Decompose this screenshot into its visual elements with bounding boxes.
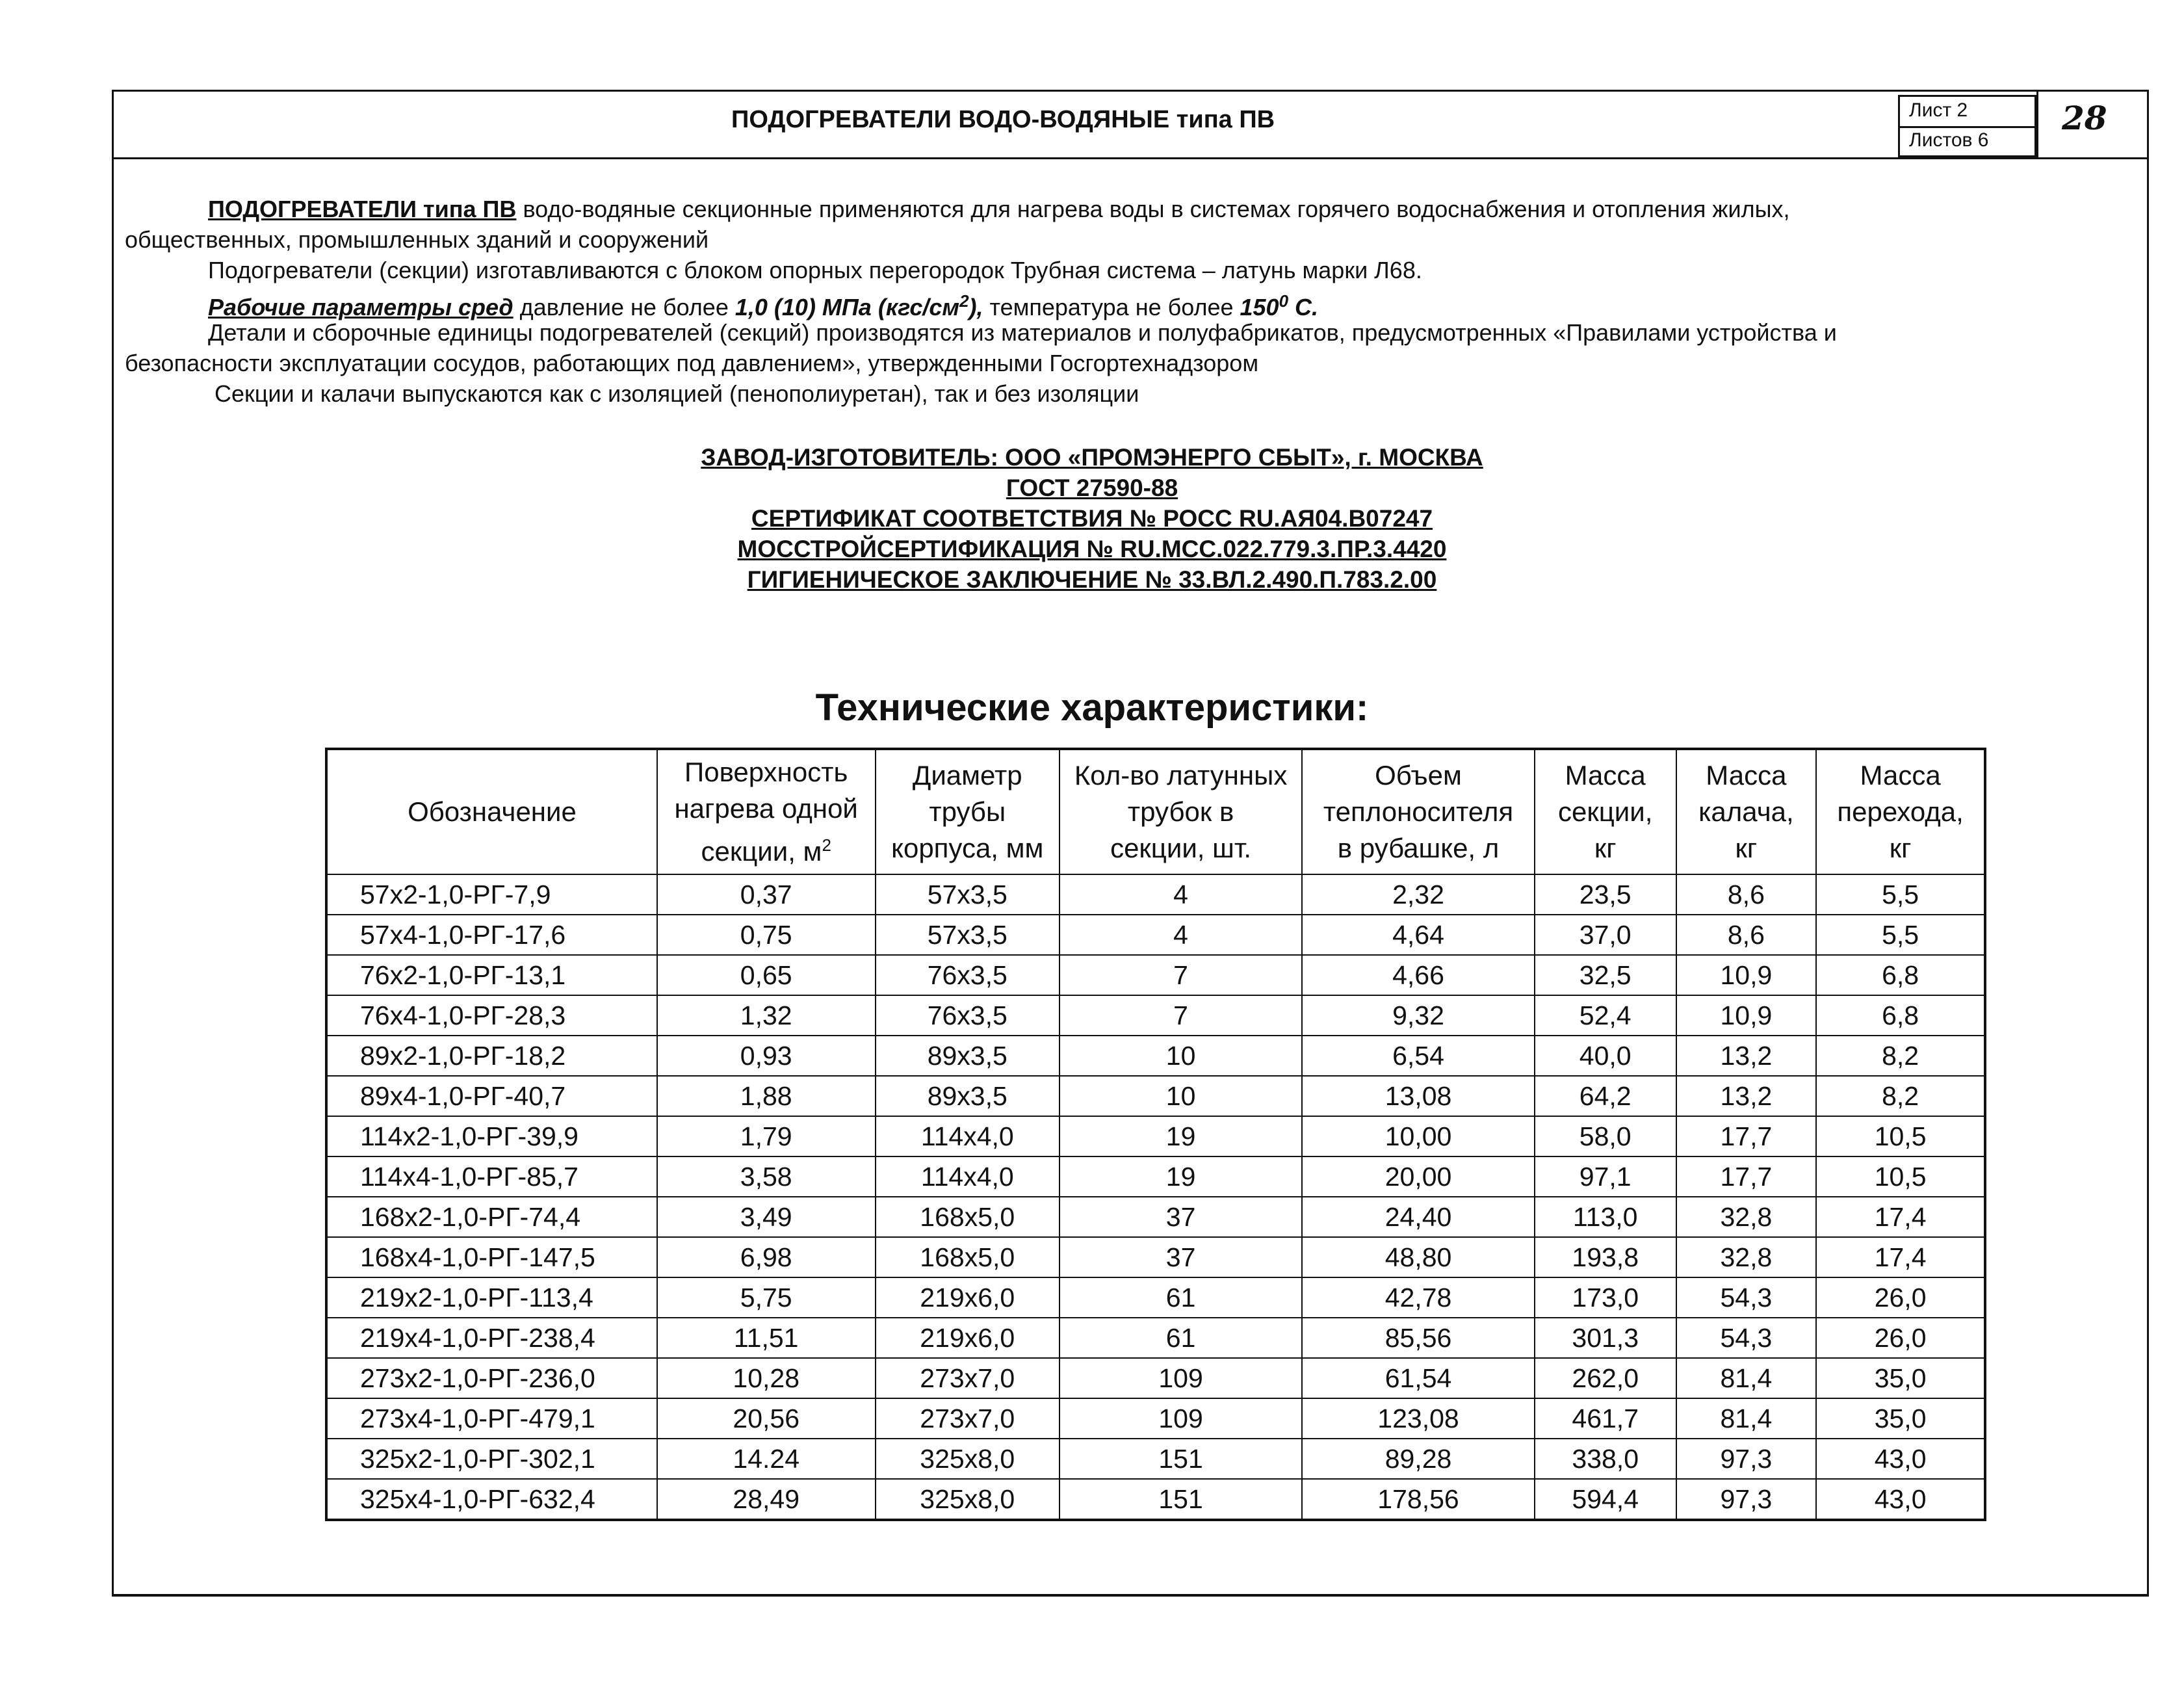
table-row	[326, 1358, 1985, 1398]
work-params-lead: Рабочие параметры сред	[208, 294, 514, 320]
cell-transition-mass: 8,2	[1816, 1076, 1985, 1116]
cell-bend-mass: 32,8	[1676, 1237, 1817, 1277]
column-header-line: корпуса, мм	[891, 833, 1044, 863]
cell-bend-mass: 17,7	[1676, 1156, 1817, 1197]
cell-tube-count: 151	[1060, 1479, 1302, 1520]
table-row	[326, 1398, 1985, 1439]
cell-tube-count: 61	[1060, 1318, 1302, 1358]
degree-sup: 0	[1279, 291, 1289, 311]
cell-bend-mass: 13,2	[1676, 1076, 1817, 1116]
cell-body-diameter: 57x3,5	[876, 874, 1060, 915]
intro-paragraph-1-line-2: общественных, промышленных зданий и сооружений	[125, 226, 709, 253]
cell-tube-count: 61	[1060, 1277, 1302, 1318]
column-header-line: Кол-во латунных	[1074, 760, 1288, 790]
column-header-line: кг	[1735, 833, 1758, 863]
cell-transition-mass: 8,2	[1816, 1036, 1985, 1076]
intro-p1-text: водо-водяные секционные применяются для нагрева воды в системах горячего водоснабжения и отопления жилых,	[516, 196, 1790, 222]
title-divider	[112, 157, 2149, 159]
cell-body-diameter: 273x7,0	[876, 1398, 1060, 1439]
table-row	[326, 1156, 1985, 1197]
cell-coolant-volume: 13,08	[1302, 1076, 1535, 1116]
cell-body-diameter: 273x7,0	[876, 1358, 1060, 1398]
intro-paragraph-1	[208, 194, 1789, 225]
cell-heating-surface: 0,93	[657, 1036, 876, 1076]
cell-bend-mass: 54,3	[1676, 1318, 1817, 1358]
table-row	[326, 995, 1985, 1036]
cell-body-diameter: 57x3,5	[876, 915, 1060, 955]
temperature-value	[1240, 291, 1319, 320]
cell-transition-mass: 5,5	[1816, 874, 1985, 915]
cell-designation: 168x4-1,0-РГ-147,5	[326, 1237, 657, 1277]
cell-body-diameter: 76x3,5	[876, 955, 1060, 995]
sheet-info-box	[1898, 95, 2036, 157]
cell-body-diameter: 219x6,0	[876, 1277, 1060, 1318]
cell-bend-mass: 8,6	[1676, 915, 1817, 955]
column-header-line: в рубашке, л	[1337, 833, 1500, 863]
table-row	[326, 1076, 1985, 1116]
pressure-end: ),	[968, 294, 983, 320]
cell-transition-mass: 17,4	[1816, 1197, 1985, 1237]
cell-tube-count: 4	[1060, 915, 1302, 955]
cell-body-diameter: 168x5,0	[876, 1237, 1060, 1277]
cell-designation: 114x4-1,0-РГ-85,7	[326, 1156, 657, 1197]
column-header-designation	[326, 749, 657, 874]
area-unit-sup: 2	[822, 835, 831, 855]
sheets-count-label: Листов 6	[1909, 129, 1989, 151]
cell-tube-count: 109	[1060, 1398, 1302, 1439]
table-row	[326, 1318, 1985, 1358]
column-header-line: Диаметр	[912, 760, 1022, 790]
cell-transition-mass: 35,0	[1816, 1358, 1985, 1398]
column-header-line: секции, м	[701, 836, 822, 867]
table-row	[326, 1237, 1985, 1277]
manufacturer-line: ЗАВОД-ИЗГОТОВИТЕЛЬ: ООО «ПРОМЭНЕРГО СБЫТ», г. МОСКВА	[701, 444, 1483, 471]
cell-designation: 273x4-1,0-РГ-479,1	[326, 1398, 657, 1439]
intro-paragraph-5: Секции и калачи выпускаются как с изоляцией (пенополиуретан), так и без изоляции	[214, 380, 1139, 407]
column-header-line: перехода,	[1837, 796, 1964, 827]
cell-heating-surface: 0,65	[657, 955, 876, 995]
cell-transition-mass: 26,0	[1816, 1318, 1985, 1358]
cell-transition-mass: 43,0	[1816, 1479, 1985, 1520]
column-header-line: трубок в	[1127, 796, 1234, 827]
cell-coolant-volume: 24,40	[1302, 1197, 1535, 1237]
cell-coolant-volume: 89,28	[1302, 1439, 1535, 1479]
cell-bend-mass: 54,3	[1676, 1277, 1817, 1318]
table-row	[326, 1197, 1985, 1237]
cell-transition-mass: 35,0	[1816, 1398, 1985, 1439]
sheet-box-divider	[1900, 126, 2034, 128]
cell-body-diameter: 89x3,5	[876, 1076, 1060, 1116]
hygiene-conclusion-line: ГИГИЕНИЧЕСКОЕ ЗАКЛЮЧЕНИЕ № 33.ВЛ.2.490.П.783.2.00	[747, 566, 1437, 593]
cell-section-mass: 338,0	[1535, 1439, 1676, 1479]
cell-bend-mass: 10,9	[1676, 955, 1817, 995]
intro-paragraph-4: Детали и сборочные единицы подогревателей (секций) производятся из материалов и полуфабрикатов, предусмотренных «Правилами устройства и	[208, 319, 1837, 346]
column-header-line: Поверхность	[684, 757, 848, 787]
cell-designation: 219x2-1,0-РГ-113,4	[326, 1277, 657, 1318]
cell-heating-surface: 28,49	[657, 1479, 876, 1520]
cell-designation: 273x2-1,0-РГ-236,0	[326, 1358, 657, 1398]
cell-designation: 325x4-1,0-РГ-632,4	[326, 1479, 657, 1520]
cell-tube-count: 109	[1060, 1358, 1302, 1398]
cell-coolant-volume: 20,00	[1302, 1156, 1535, 1197]
table-row	[326, 1036, 1985, 1076]
cell-body-diameter: 325x8,0	[876, 1439, 1060, 1479]
column-header-coolant-volume	[1302, 749, 1535, 874]
cell-body-diameter: 89x3,5	[876, 1036, 1060, 1076]
cell-designation: 89x2-1,0-РГ-18,2	[326, 1036, 657, 1076]
cell-transition-mass: 6,8	[1816, 955, 1985, 995]
cell-transition-mass: 17,4	[1816, 1237, 1985, 1277]
temperature-text: 150	[1240, 294, 1279, 320]
cell-heating-surface: 1,79	[657, 1116, 876, 1156]
table-row	[326, 1479, 1985, 1520]
column-header-line: нагрева одной	[674, 793, 858, 824]
cell-tube-count: 7	[1060, 995, 1302, 1036]
cell-heating-surface: 10,28	[657, 1358, 876, 1398]
pressure-prefix: давление не более	[513, 294, 735, 320]
cell-designation: 168x2-1,0-РГ-74,4	[326, 1197, 657, 1237]
column-header-line: теплоносителя	[1323, 796, 1514, 827]
cell-designation: 57x4-1,0-РГ-17,6	[326, 915, 657, 955]
cell-tube-count: 37	[1060, 1237, 1302, 1277]
column-header-line: секции, шт.	[1110, 833, 1252, 863]
cell-bend-mass: 8,6	[1676, 874, 1817, 915]
cell-section-mass: 40,0	[1535, 1036, 1676, 1076]
sheet-label: Лист 2	[1909, 99, 1968, 121]
cell-heating-surface: 6,98	[657, 1237, 876, 1277]
cell-section-mass: 37,0	[1535, 915, 1676, 955]
cell-bend-mass: 97,3	[1676, 1439, 1817, 1479]
cell-body-diameter: 76x3,5	[876, 995, 1060, 1036]
cell-bend-mass: 32,8	[1676, 1197, 1817, 1237]
cell-heating-surface: 3,49	[657, 1197, 876, 1237]
cell-coolant-volume: 10,00	[1302, 1116, 1535, 1156]
cell-section-mass: 193,8	[1535, 1237, 1676, 1277]
cell-body-diameter: 325x8,0	[876, 1479, 1060, 1520]
column-header-line: секции,	[1558, 796, 1653, 827]
intro-paragraph-2: Подогреватели (секции) изготавливаются с блоком опорных перегородок Трубная система – латунь марки Л68.	[208, 257, 1422, 283]
cell-designation: 76x4-1,0-РГ-28,3	[326, 995, 657, 1036]
table-row	[326, 1116, 1985, 1156]
cell-section-mass: 113,0	[1535, 1197, 1676, 1237]
pressure-value	[734, 291, 983, 320]
column-header-line: кг	[1889, 833, 1912, 863]
cell-tube-count: 37	[1060, 1197, 1302, 1237]
column-header-line: Объем	[1375, 760, 1462, 790]
cell-designation: 89x4-1,0-РГ-40,7	[326, 1076, 657, 1116]
cell-coolant-volume: 4,66	[1302, 955, 1535, 995]
cell-heating-surface: 1,88	[657, 1076, 876, 1116]
cell-tube-count: 151	[1060, 1439, 1302, 1479]
column-header-line: Масса	[1565, 760, 1646, 790]
cell-coolant-volume: 61,54	[1302, 1358, 1535, 1398]
cell-coolant-volume: 6,54	[1302, 1036, 1535, 1076]
cell-tube-count: 19	[1060, 1156, 1302, 1197]
cell-bend-mass: 97,3	[1676, 1479, 1817, 1520]
cell-section-mass: 32,5	[1535, 955, 1676, 995]
column-header-line: Обозначение	[408, 796, 577, 827]
conformity-certificate-line: СЕРТИФИКАТ СООТВЕТСТВИЯ № РОСС RU.АЯ04.В07247	[751, 505, 1433, 532]
gost-line: ГОСТ 27590-88	[1006, 475, 1178, 501]
cell-section-mass: 594,4	[1535, 1479, 1676, 1520]
specs-table-body	[326, 874, 1985, 1520]
cell-section-mass: 301,3	[1535, 1318, 1676, 1358]
cell-coolant-volume: 9,32	[1302, 995, 1535, 1036]
intro-paragraph-4-line-2: безопасности эксплуатации сосудов, работающих под давлением», утвержденными Госгортехнадзором	[125, 350, 1259, 376]
mosstroy-certificate-line: МОССТРОЙСЕРТИФИКАЦИЯ № RU.МСС.022.779.3.ПР.3.4420	[737, 536, 1447, 562]
cell-bend-mass: 81,4	[1676, 1358, 1817, 1398]
temperature-prefix: температура не более	[983, 294, 1240, 320]
cell-heating-surface: 1,32	[657, 995, 876, 1036]
cell-designation: 57x2-1,0-РГ-7,9	[326, 874, 657, 915]
cell-body-diameter: 168x5,0	[876, 1197, 1060, 1237]
cell-section-mass: 58,0	[1535, 1116, 1676, 1156]
pressure-unit-sup: 2	[959, 291, 969, 311]
cell-coolant-volume: 123,08	[1302, 1398, 1535, 1439]
cell-section-mass: 64,2	[1535, 1076, 1676, 1116]
cell-section-mass: 23,5	[1535, 874, 1676, 915]
cell-transition-mass: 5,5	[1816, 915, 1985, 955]
table-row	[326, 915, 1985, 955]
cell-transition-mass: 43,0	[1816, 1439, 1985, 1479]
pressure-text: 1,0 (10) МПа (кгс/см	[734, 294, 960, 320]
cell-section-mass: 173,0	[1535, 1277, 1676, 1318]
cell-section-mass: 52,4	[1535, 995, 1676, 1036]
cell-transition-mass: 6,8	[1816, 995, 1985, 1036]
cell-heating-surface: 0,37	[657, 874, 876, 915]
cell-tube-count: 7	[1060, 955, 1302, 995]
column-header-line: Масса	[1706, 760, 1787, 790]
cell-bend-mass: 81,4	[1676, 1398, 1817, 1439]
cell-heating-surface: 5,75	[657, 1277, 876, 1318]
cell-body-diameter: 219x6,0	[876, 1318, 1060, 1358]
cell-tube-count: 19	[1060, 1116, 1302, 1156]
column-header-line: кг	[1594, 833, 1617, 863]
cell-section-mass: 97,1	[1535, 1156, 1676, 1197]
cell-heating-surface: 11,51	[657, 1318, 876, 1358]
cell-heating-surface: 3,58	[657, 1156, 876, 1197]
cell-section-mass: 262,0	[1535, 1358, 1676, 1398]
table-row	[326, 955, 1985, 995]
column-header-line: калача,	[1698, 796, 1794, 827]
cell-transition-mass: 26,0	[1816, 1277, 1985, 1318]
cell-bend-mass: 13,2	[1676, 1036, 1817, 1076]
header-row	[326, 749, 1985, 874]
cell-coolant-volume: 2,32	[1302, 874, 1535, 915]
specs-table	[325, 748, 1986, 1521]
cell-tube-count: 10	[1060, 1036, 1302, 1076]
table-row	[326, 1439, 1985, 1479]
column-header-tube-count	[1060, 749, 1302, 874]
cell-designation: 114x2-1,0-РГ-39,9	[326, 1116, 657, 1156]
cell-bend-mass: 17,7	[1676, 1116, 1817, 1156]
cell-designation: 219x4-1,0-РГ-238,4	[326, 1318, 657, 1358]
column-header-bend-mass	[1676, 749, 1817, 874]
cell-body-diameter: 114x4,0	[876, 1156, 1060, 1197]
cell-transition-mass: 10,5	[1816, 1156, 1985, 1197]
document-title: ПОДОГРЕВАТЕЛИ ВОДО-ВОДЯНЫЕ типа ПВ	[731, 106, 1275, 133]
cell-coolant-volume: 48,80	[1302, 1237, 1535, 1277]
cell-body-diameter: 114x4,0	[876, 1116, 1060, 1156]
cell-heating-surface: 20,56	[657, 1398, 876, 1439]
page-number: 28	[2062, 99, 2107, 137]
column-header-line: Масса	[1860, 760, 1941, 790]
cell-section-mass: 461,7	[1535, 1398, 1676, 1439]
temperature-unit: С.	[1288, 294, 1319, 320]
cell-tube-count: 4	[1060, 874, 1302, 915]
column-header-transition-mass	[1816, 749, 1985, 874]
column-header-heating-surface	[657, 749, 876, 874]
cell-coolant-volume: 42,78	[1302, 1277, 1535, 1318]
cell-designation: 76x2-1,0-РГ-13,1	[326, 955, 657, 995]
column-header-line: трубы	[929, 796, 1006, 827]
cell-designation: 325x2-1,0-РГ-302,1	[326, 1439, 657, 1479]
specs-table-heading: Технические характеристики:	[815, 686, 1369, 729]
cell-heating-surface: 0,75	[657, 915, 876, 955]
cell-coolant-volume: 4,64	[1302, 915, 1535, 955]
cell-coolant-volume: 178,56	[1302, 1479, 1535, 1520]
cell-tube-count: 10	[1060, 1076, 1302, 1116]
column-header-section-mass	[1535, 749, 1676, 874]
column-header-body-diameter	[876, 749, 1060, 874]
cell-heating-surface: 14.24	[657, 1439, 876, 1479]
specs-table-header	[326, 749, 1985, 874]
table-row	[326, 1277, 1985, 1318]
product-name-lead: ПОДОГРЕВАТЕЛИ типа ПВ	[208, 196, 517, 222]
cell-transition-mass: 10,5	[1816, 1116, 1985, 1156]
cell-coolant-volume: 85,56	[1302, 1318, 1535, 1358]
cell-bend-mass: 10,9	[1676, 995, 1817, 1036]
table-row	[326, 874, 1985, 915]
